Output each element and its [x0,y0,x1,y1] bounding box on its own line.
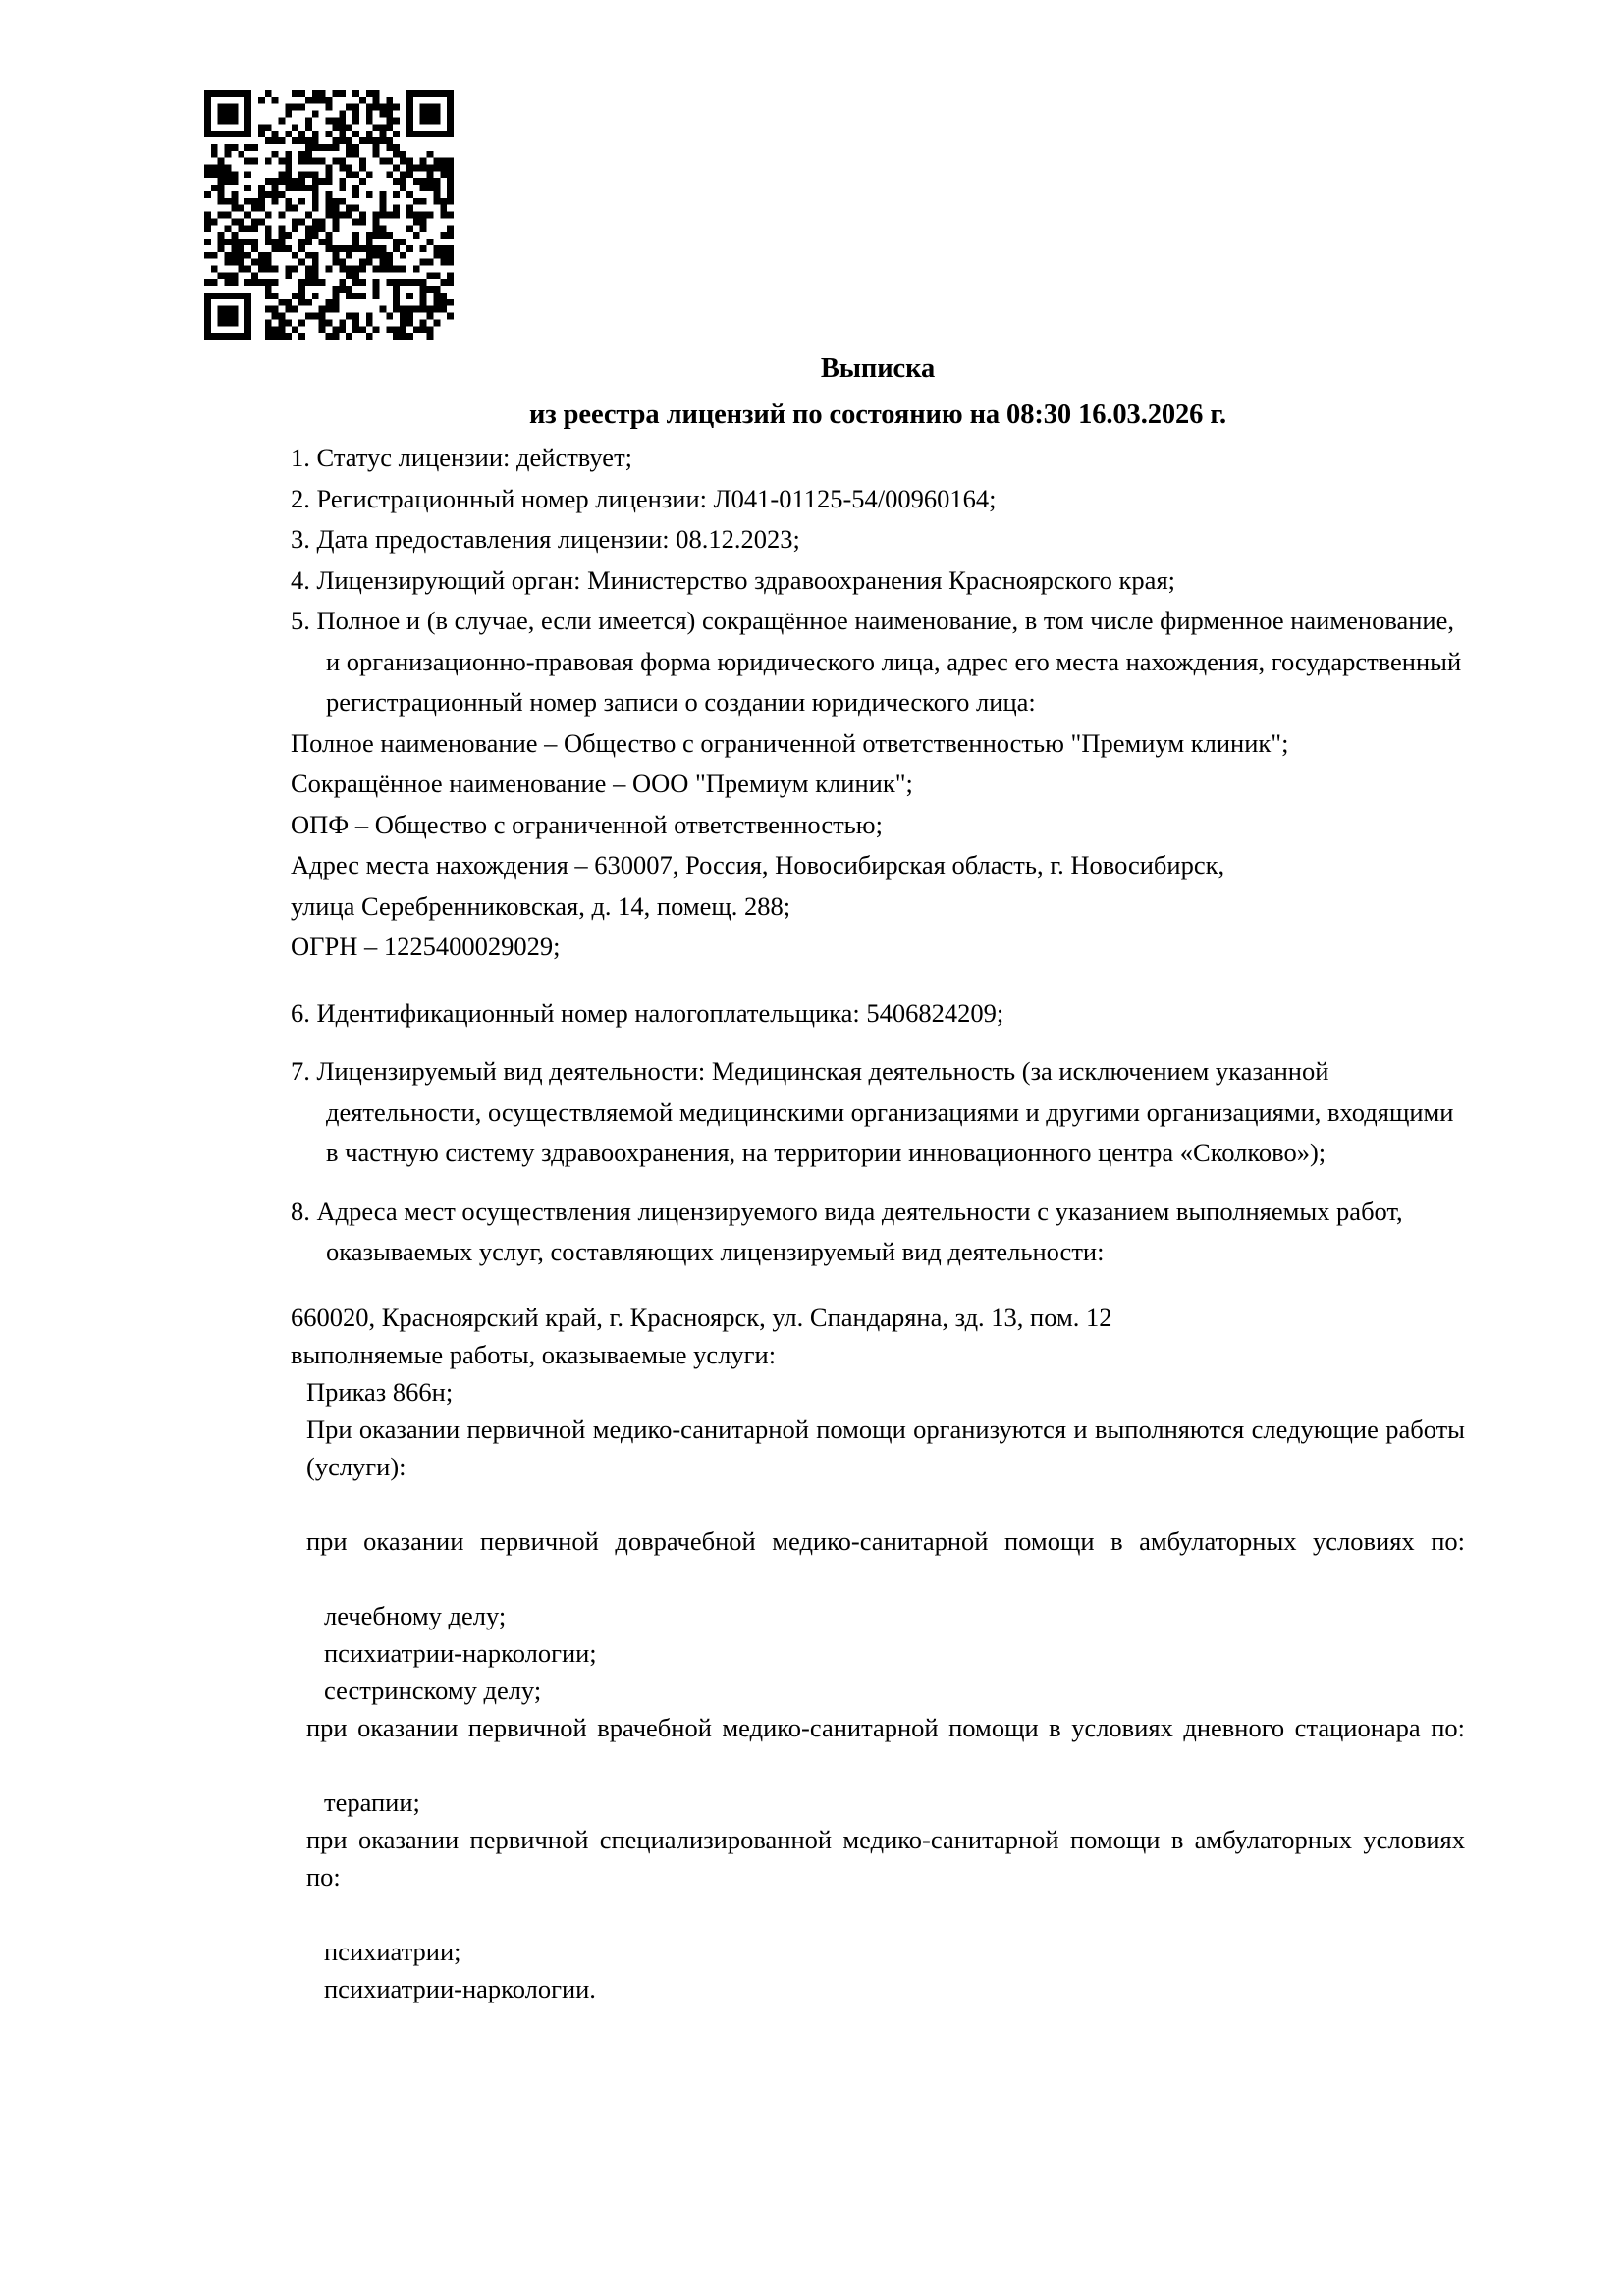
place-service-lechebnoe-delo: лечебному делу; [324,1600,507,1630]
entity-address-line-1: Адрес места нахождения – 630007, Россия, Новосибирская область, г. Новосибирск, [291,850,1225,880]
entity-legal-form: ОПФ – Общество с ограниченной ответственностью; [291,809,883,839]
place-service-psihiatriya-narkologiya-2: психиатрии-наркологии. [324,1973,596,2003]
place-works-header: выполняемые работы, оказываемые услуги: [291,1339,777,1369]
place-block1-sub2: при оказании первичной врачебной медико-санитарной помощи в условиях дневного стационара по: [306,1712,1465,1742]
qr-code-canvas [204,90,454,340]
item-1-status: 1. Статус лицензии: действует; [291,443,633,472]
place-service-sestrinskoe-delo: сестринскому делу; [324,1675,542,1705]
spacer [291,1034,1465,1051]
item-6-inn: 6. Идентификационный номер налогоплательщика: 5406824209; [291,997,1004,1028]
entity-short-name: Сокращённое наименование – ООО "Премиум клиник"; [291,769,913,798]
entity-ogrn: ОГРН – 1225400029029; [291,932,561,961]
item-3-issue-date: 3. Дата предоставления лицензии: 08.12.2023; [291,524,800,554]
document-title-line-1: Выписка [820,353,936,384]
place-service-psihiatriya: психиатрии; [324,1936,461,1966]
spacer [291,1273,1465,1299]
place-address: 660020, Красноярский край, г. Красноярск, ул. Спандаряна, зд. 13, пом. 12 [291,1302,1112,1332]
document-title-line-2: из реестра лицензий по состоянию на 08:30 16.03.2026 г. [528,400,1227,430]
item-8-activity-addresses: 8. Адреса мест осуществления лицензируемого вида деятельности с указанием выполняемых работ, оказываемых услуг, составляющих лицензируемый вид деятельности: [291,1196,1403,1266]
place-block1-sub1: при оказании первичной доврачебной медико-санитарной помощи в амбулаторных условиях по: [306,1525,1465,1556]
item-5-entity-naming: 5. Полное и (в случае, если имеется) сокращённое наименование, в том числе фирменное наименование, и организационно-правовая форма юридического лица, адрес его места нахождения, государственный регистрационный номер записи о создании юридического лица: [291,606,1462,717]
document-body [291,346,1465,2007]
entity-full-name: Полное наименование – Общество с ограниченной ответственностью "Премиум клиник"; [291,727,1289,758]
qr-code[interactable] [204,90,454,340]
item-2-registration-number: 2. Регистрационный номер лицензии: Л041-01125-54/00960164; [291,483,997,513]
item-4-licensing-authority: 4. Лицензирующий орган: Министерство здравоохранения Красноярского края; [291,564,1175,595]
place-order: Приказ 866н; [306,1376,454,1407]
spacer [291,968,1465,993]
entity-address-line-2: улица Серебренниковская, д. 14, помещ. 288; [291,890,791,921]
place-service-psihiatriya-narkologiya-1: психиатрии-наркологии; [324,1637,597,1668]
item-7-activity-type: 7. Лицензируемый вид деятельности: Медицинская деятельность (за исключением указанной деятельности, осуществляемой медицинскими организациями и другими организациями, входящими в частную систему здравоохранения, на территории инновационного центра «Сколково»); [291,1056,1454,1167]
place-block1-sub3: при оказании первичной специализированной медико-санитарной помощи в амбулаторных условиях по: [306,1824,1465,1892]
place-service-terapiya: терапии; [324,1787,420,1817]
spacer [291,1174,1465,1192]
place-block1-intro: При оказании первичной медико-санитарной помощи организуются и выполняются следующие работы (услуги): [306,1414,1465,1481]
